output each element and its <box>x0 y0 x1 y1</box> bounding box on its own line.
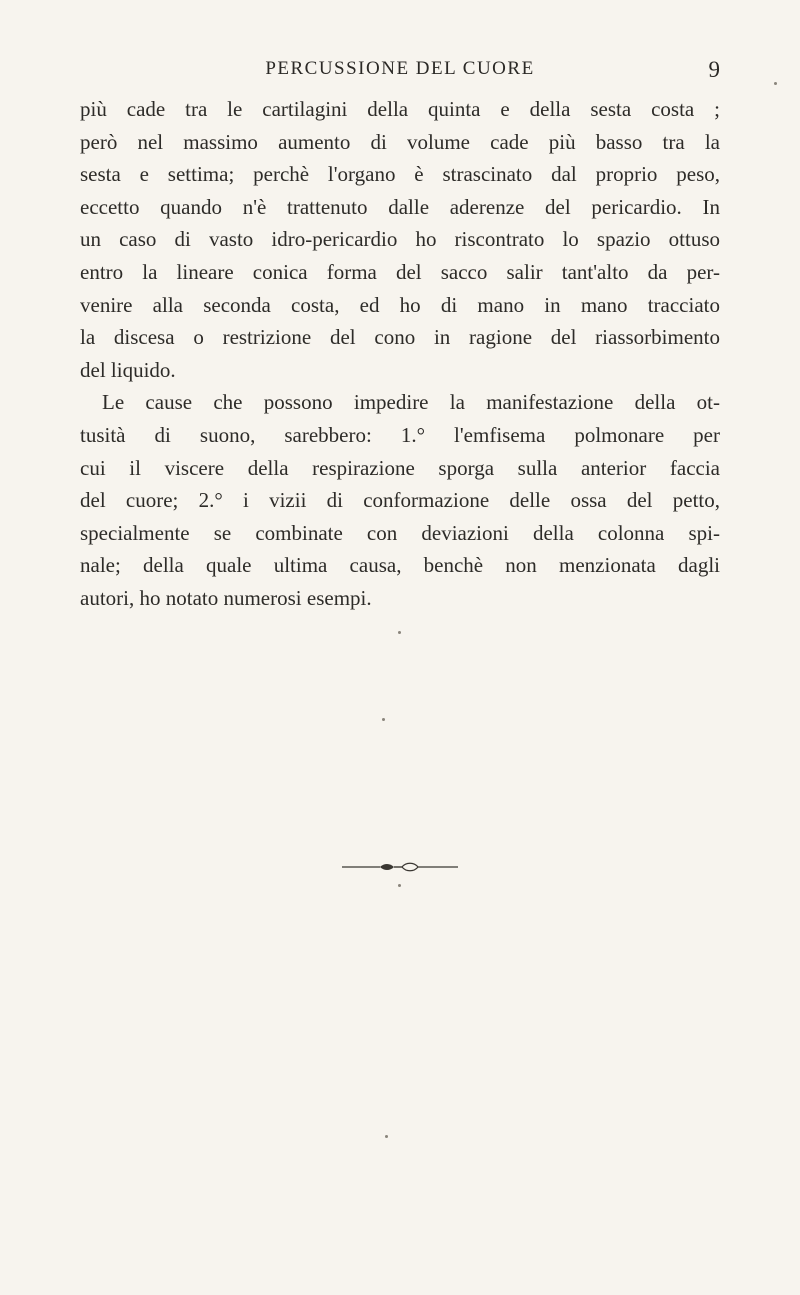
text-line: cui il viscere della respirazione sporga sulla anterior faccia <box>80 455 720 480</box>
paragraph-start-line: Le cause che possono impedire la manifestazione della ot- <box>102 390 720 415</box>
text-line: del liquido. <box>80 357 176 382</box>
body-text <box>80 93 720 615</box>
running-title: PERCUSSIONE DEL CUORE <box>265 58 535 79</box>
decorative-rule <box>340 861 460 873</box>
text-line: autori, ho notato numerosi esempi. <box>80 585 372 610</box>
page-number: 9 <box>708 57 720 82</box>
page-header <box>80 58 720 88</box>
text-line: venire alla seconda costa, ed ho di mano in mano tracciato <box>80 292 720 317</box>
text-line: entro la lineare conica forma del sacco salir tant'alto da per- <box>80 259 720 284</box>
text-line: un caso di vasto idro-pericardio ho riscontrato lo spazio ottuso <box>80 227 720 252</box>
text-line: sesta e settima; perchè l'organo è strascinato dal proprio peso, <box>80 162 720 187</box>
text-line: del cuore; 2.° i vizii di conformazione delle ossa del petto, <box>80 488 720 513</box>
text-line: tusità di suono, sarebbero: 1.° l'emfisema polmonare per <box>80 422 720 447</box>
paper-speck <box>774 82 777 85</box>
paper-speck <box>398 884 401 887</box>
text-line: eccetto quando n'è trattenuto dalle aderenze del pericardio. In <box>80 194 720 219</box>
paper-speck <box>398 631 401 634</box>
paper-speck <box>385 1135 388 1138</box>
text-line: però nel massimo aumento di volume cade più basso tra la <box>80 129 720 154</box>
paper-speck <box>382 718 385 721</box>
text-line: nale; della quale ultima causa, benchè non menzionata dagli <box>80 553 720 578</box>
text-line: specialmente se combinate con deviazioni della colonna spi- <box>80 520 720 545</box>
text-line: la discesa o restrizione del cono in ragione del riassorbimento <box>80 325 720 350</box>
text-line: più cade tra le cartilagini della quinta e della sesta costa ; <box>80 97 720 121</box>
